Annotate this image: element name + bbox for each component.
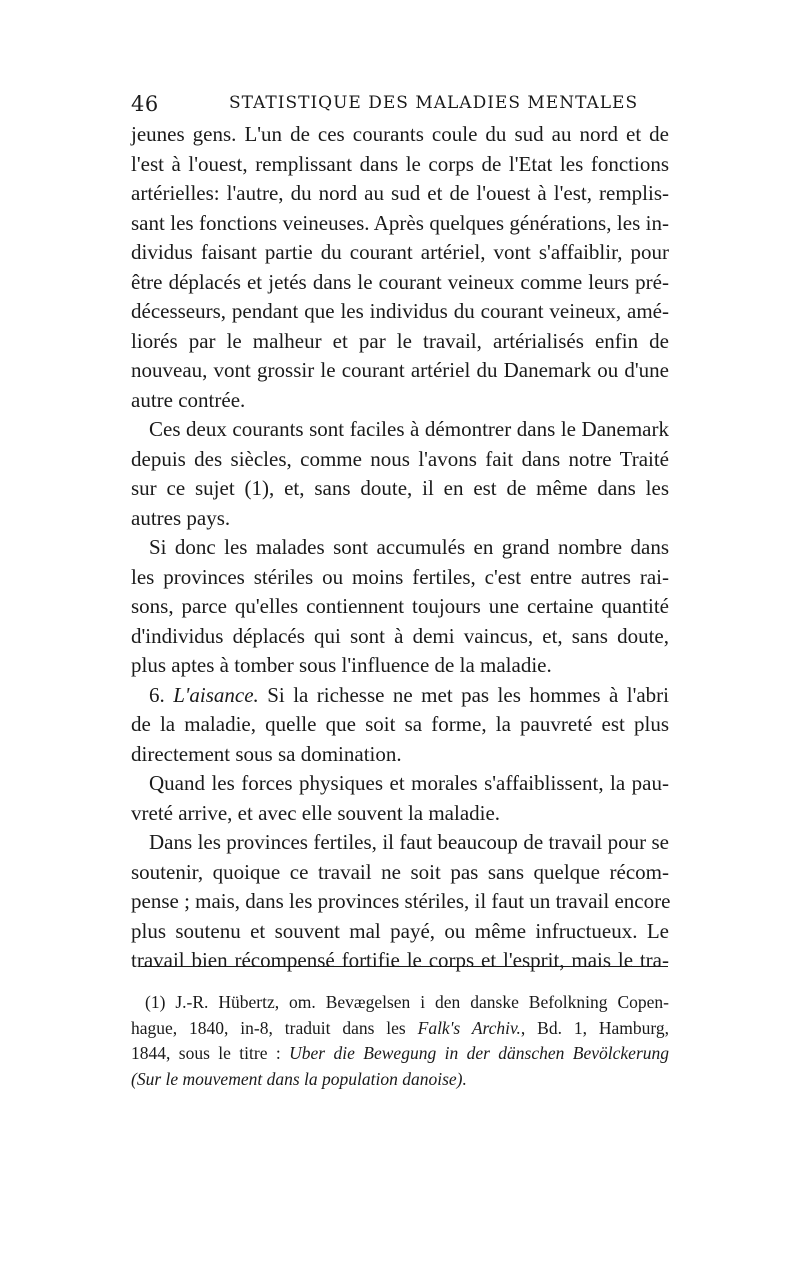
text-line: artérielles: l'autre, du nord au sud et de l'ouest à l'est, remplis- bbox=[131, 181, 669, 205]
text-line: décesseurs, pendant que les individus du courant veineux, amé- bbox=[131, 299, 669, 323]
section-heading-line bbox=[131, 681, 669, 711]
text-line: directement sous sa domination. bbox=[131, 741, 402, 766]
text-fragment: Si la richesse ne met pas les hommes à l'abri bbox=[267, 682, 669, 707]
footnote-text: , Bd. 1, Hamburg, bbox=[520, 1017, 669, 1038]
text-line: plus aptes à tomber sous l'influence de la maladie. bbox=[131, 653, 552, 677]
text-line: être déplacés et jetés dans le courant veineux comme leurs pré- bbox=[131, 269, 669, 294]
footnote-german-title: Uber die Bewegung in der dänschen Bevölckerung bbox=[289, 1043, 670, 1063]
footnote-line bbox=[131, 1016, 669, 1042]
section-number: 6. bbox=[149, 682, 165, 707]
page-header bbox=[131, 92, 666, 118]
text-line: d'individus déplacés qui sont à demi vaincus, et, sans doute, bbox=[131, 623, 669, 648]
footnote-french-title: (Sur le mouvement dans la population danoise). bbox=[131, 1068, 467, 1089]
text-line: autres pays. bbox=[131, 505, 231, 530]
text-line: travail bien récompensé fortifie le corps et l'esprit, mais le tra- bbox=[131, 948, 669, 972]
footnote-line bbox=[131, 1041, 669, 1067]
text-line: Ces deux courants sont faciles à démontrer dans le Danemark bbox=[149, 417, 669, 441]
footnote-line bbox=[131, 1067, 669, 1093]
running-title: STATISTIQUE DES MALADIES MENTALES bbox=[229, 93, 639, 113]
text-line: l'est à l'ouest, remplissant dans le corps de l'Etat les fonctions bbox=[131, 151, 669, 176]
footnote-text: hague, 1840, in-8, traduit dans les bbox=[131, 1017, 406, 1038]
text-line: sons, parce qu'elles contiennent toujours une certaine quantité bbox=[131, 594, 669, 618]
body-text bbox=[131, 120, 669, 976]
text-line: sur ce sujet (1), et, sans doute, il en est de même dans les bbox=[131, 476, 669, 500]
text-line: Dans les provinces fertiles, il faut beaucoup de travail pour se bbox=[149, 830, 669, 854]
text-line: vreté arrive, et avec elle souvent la maladie. bbox=[131, 800, 501, 825]
text-line: les provinces stériles ou moins fertiles, c'est entre autres rai- bbox=[131, 564, 669, 589]
footnote-text: 1844, sous le titre : bbox=[131, 1043, 281, 1063]
text-line: dividus faisant partie du courant artériel, vont s'affaiblir, pour bbox=[131, 240, 669, 264]
section-title: L'aisance. bbox=[173, 682, 259, 707]
text-line: jeunes gens. L'un de ces courants coule du sud au nord et de bbox=[131, 122, 669, 146]
page-number: 46 bbox=[131, 92, 159, 116]
footnote-line: (1) J.-R. Hübertz, om. Bevægelsen i den danske Befolkning Copen- bbox=[145, 992, 669, 1012]
text-line: pense ; mais, dans les provinces stériles, il faut un travail encore bbox=[131, 889, 671, 913]
text-line: sant les fonctions veineuses. Après quelques générations, les in- bbox=[131, 210, 669, 235]
text-line: soutenir, quoique ce travail ne soit pas sans quelque récom- bbox=[131, 859, 669, 884]
text-line: Si donc les malades sont accumulés en grand nombre dans bbox=[149, 535, 669, 559]
text-line: de la maladie, quelle que soit sa forme, la pauvreté est plus bbox=[131, 712, 669, 736]
footnote-journal-title: Falk's Archiv. bbox=[417, 1017, 521, 1038]
text-line: liorés par le malheur et par le travail, artérialisés enfin de bbox=[131, 328, 669, 353]
footnote-rule bbox=[141, 966, 668, 967]
text-line: depuis des siècles, comme nous l'avons fait dans notre Traité bbox=[131, 446, 669, 471]
text-line: plus soutenu et souvent mal payé, ou même infructueux. Le bbox=[131, 918, 669, 943]
text-line: nouveau, vont grossir le courant artériel du Danemark ou d'une bbox=[131, 358, 669, 382]
text-line: autre contrée. bbox=[131, 387, 246, 412]
text-line: Quand les forces physiques et morales s'affaiblissent, la pau- bbox=[149, 771, 669, 795]
footnote bbox=[131, 990, 669, 1092]
